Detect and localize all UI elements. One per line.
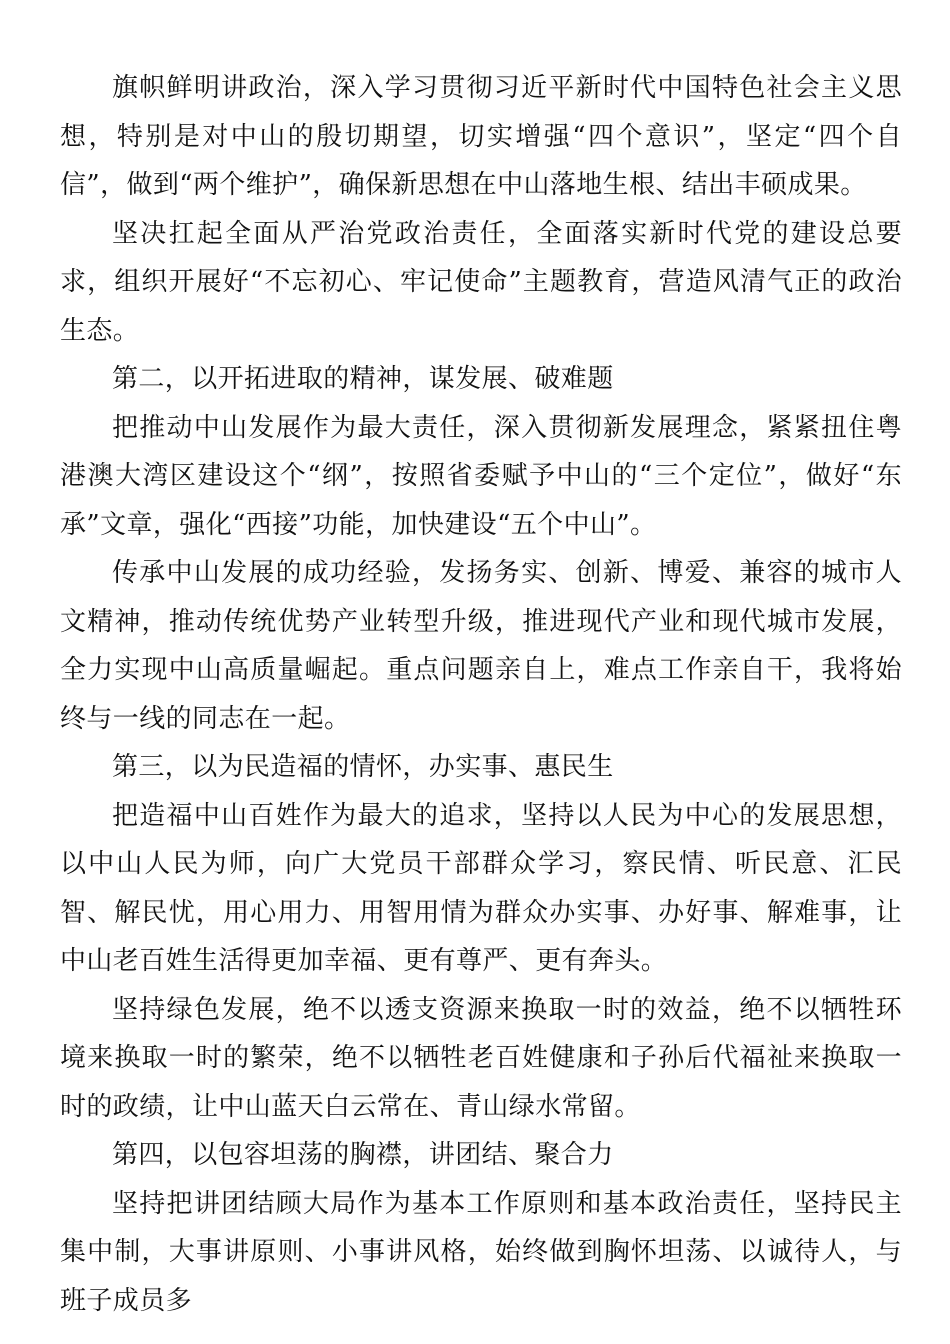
paragraph-people-welfare: 把造福中山百姓作为最大的追求，坚持以人民为中心的发展思想，以中山人民为师，向广大党员干部群众学习，察民情、听民意、汇民智、解民忧，用心用力、用智用情为群众办实事、办好事、解难事，让中山老百姓生活得更加幸福、更有尊严、更有奔头。 bbox=[60, 800, 902, 976]
document-body bbox=[60, 64, 902, 1325]
paragraph-green-development: 坚持绿色发展，绝不以透支资源来换取一时的效益，绝不以牺牲环境来换取一时的繁荣，绝不以牺牲老百姓健康和子孙后代福祉来换取一时的政绩，让中山蓝天白云常在、青山绿水常留。 bbox=[60, 994, 902, 1122]
paragraph-development-duty: 把推动中山发展作为最大责任，深入贯彻新发展理念，紧紧扭住粤港澳大湾区建设这个“纲”，按照省委赋予中山的“三个定位”，做好“东承”文章，强化“西接”功能，加快建设“五个中山”。 bbox=[60, 412, 902, 540]
section-heading-second: 第二，以开拓进取的精神，谋发展、破难题 bbox=[112, 364, 614, 394]
section-heading-fourth: 第四，以包容坦荡的胸襟，讲团结、聚合力 bbox=[112, 1140, 614, 1170]
paragraph-inherit-experience: 传承中山发展的成功经验，发扬务实、创新、博爱、兼容的城市人文精神，推动传统优势产业转型升级，推进现代产业和现代城市发展，全力实现中山高质量崛起。重点问题亲自上，难点工作亲自干，我将始终与一线的同志在一起。 bbox=[60, 558, 902, 734]
section-heading-third: 第三，以为民造福的情怀，办实事、惠民生 bbox=[112, 752, 614, 782]
paragraph-unity: 坚持把讲团结顾大局作为基本工作原则和基本政治责任，坚持民主集中制，大事讲原则、小事讲风格，始终做到胸怀坦荡、以诚待人，与班子成员多 bbox=[60, 1188, 902, 1316]
paragraph-political-stance: 旗帜鲜明讲政治，深入学习贯彻习近平新时代中国特色社会主义思想，特别是对中山的殷切期望，切实增强“四个意识”，坚定“四个自信”，做到“两个维护”，确保新思想在中山落地生根、结出丰硕成果。 bbox=[60, 73, 902, 200]
paragraph-party-discipline: 坚决扛起全面从严治党政治责任，全面落实新时代党的建设总要求，组织开展好“不忘初心、牢记使命”主题教育，营造风清气正的政治生态。 bbox=[60, 218, 902, 346]
